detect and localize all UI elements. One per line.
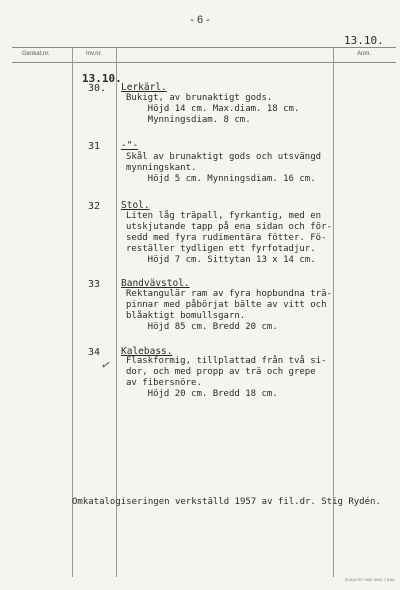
entry-number: 32 <box>88 201 101 212</box>
entry-number: 33 <box>88 279 101 290</box>
entry-number: 31 <box>88 141 101 152</box>
header-rule-top <box>12 47 396 48</box>
column-label-anm: Anm. <box>357 51 372 57</box>
entry-text: Rektangulär ram av fyra hopbundna trä- pinnar med påbörjat bälte av vitt och blåaktigt bomullsgarn. Höjd 85 cm. Bredd 20 cm. <box>126 289 332 332</box>
entry-number: 30. <box>88 83 107 94</box>
entry-text: Flaskformig, tillplattad från två si- dor, och med propp av trä och grepe av fibersnöre. Höjd 20 cm. Bredd 18 cm. <box>126 356 327 399</box>
entry-text: Bukigt, av brunaktigt gods. Höjd 14 cm. Max.diam. 18 cm. Mynningsdiam. 8 cm. <box>126 93 300 125</box>
checkmark-icon: ✓ <box>99 357 113 373</box>
column-label-inv: Inv.nr. <box>86 51 102 57</box>
entry-date: 13.10. <box>82 72 122 85</box>
footer-note: Omkatalogiseringen verkställd 1957 av fil.dr. Stig Rydén. <box>72 497 381 507</box>
entry-title: Kalebass. <box>121 346 173 357</box>
entry-title: Stol. <box>121 200 150 211</box>
header-rule-bottom <box>12 62 396 63</box>
entry-text: Skål av brunaktigt gods och utsvängd mynningskant. Höjd 5 cm. Mynningsdiam. 16 cm. <box>126 152 322 184</box>
printer-mark: ELMQVIST 1960. 5000. 7.8.60. <box>345 578 396 582</box>
column-label-genkat: Genkat.nr. <box>22 51 50 57</box>
entry-text: Liten låg träpall, fyrkantig, med en utskjutande tapp på ena sidan och för- sedd med fyra rudimentära fötter. Fö- reställer tydligen ett fyrfotadjur. Höjd 7 cm. Sittytan 13 x 14 cm. <box>126 211 332 265</box>
page-number: - 6 - <box>190 14 210 26</box>
entry-number: 34 <box>88 347 101 358</box>
entry-title: Lerkärl. <box>121 82 167 93</box>
entry-title: Bandvävstol. <box>121 278 190 289</box>
corner-code: 13.10. <box>344 34 384 47</box>
entry-title: -"- <box>121 140 139 151</box>
